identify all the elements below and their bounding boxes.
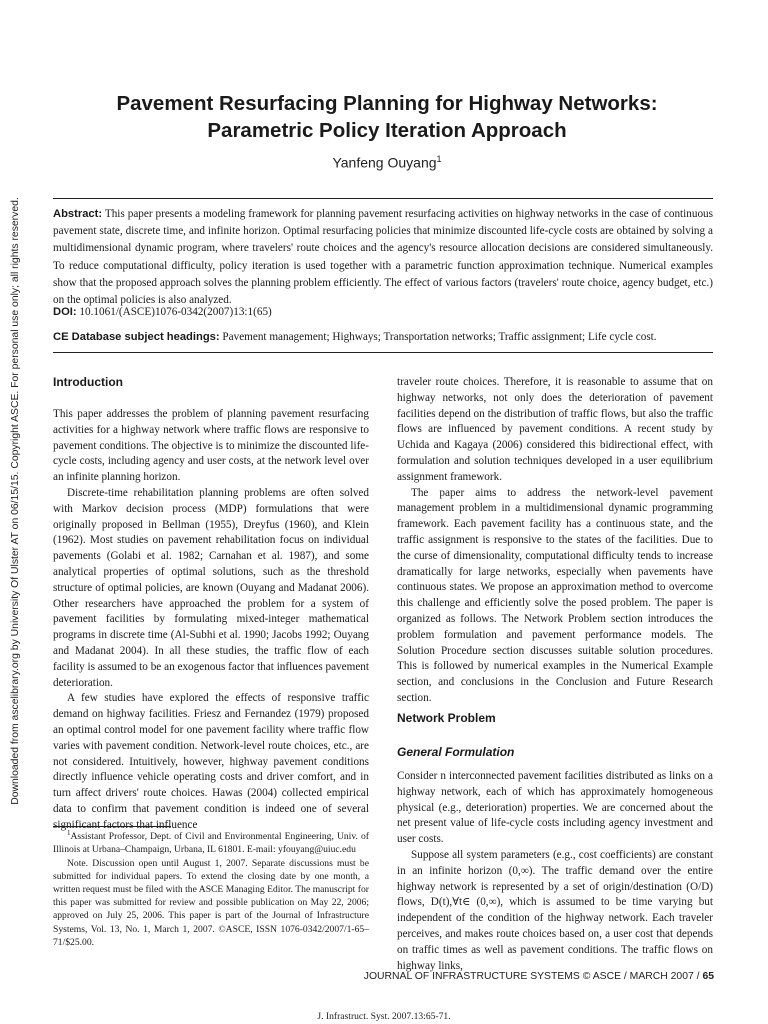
intro-paragraph-4: traveler route choices. Therefore, it is reasonable to assume that on highway networks, not only does the deterioration of pavement facilities depend on the distribution of traffic flows, but also the traffic flows are influenced by pavement conditions. A recent study by Uchida and Kagaya (2006) considered this bidirectional effect, with formulation and solution techniques developed in a user equilibrium assignment framework. (397, 376, 713, 483)
author (60, 154, 714, 171)
general-formulation-heading: General Formulation (397, 745, 515, 759)
footnote-affiliation-text: Assistant Professor, Dept. of Civil and Environmental Engineering, Univ. of Illinois at Urbana–Champaign, Urbana, IL 61801. E-mail: yfouyang@uiuc.edu (53, 831, 369, 856)
title-line-1: Pavement Resurfacing Planning for Highway Networks: (116, 92, 658, 115)
subject-headings-value: Pavement management; Highways; Transportation networks; Traffic assignment; Life cycle cost. (222, 331, 657, 343)
citation-line: J. Infrastruct. Syst. 2007.13:65-71. (317, 1011, 451, 1022)
title-line-2: Parametric Policy Iteration Approach (207, 119, 567, 142)
abstract (53, 206, 713, 309)
abstract-text: This paper presents a modeling framework for planning pavement resurfacing activities on highway networks in the case of continuous pavement state, discrete time, and infinite horizon. Optimal resurfacing policies that minimize discounted life-cycle costs are obtained by solving a multidimensional dynamic program, where travelers' route choices and the agency's resource allocation decisions are considered simultaneously. To reduce computational difficulty, policy iteration is used together with a parametric function approximation technique. Numerical examples show that the proposed approach solves the planning problem efficiently. The effect of various factors (travelers' route choice, agency budget, etc.) on the optimal policies is also analyzed. (53, 208, 713, 307)
right-column-formulation (397, 769, 713, 974)
footnote-affiliation (53, 827, 369, 857)
footnotes (53, 827, 369, 949)
doi-label: DOI: (53, 306, 77, 318)
intro-paragraph-5: The paper aims to address the network-level pavement management problem in a multidimensional dynamic programming framework. Each pavement facility has a continuous state, and the traffic assignment is responsive to the states of the facilities. Due to the curse of dimensionality, computational difficulty tends to increase dramatically for large networks, especially when pavements have continuous states. We propose an approximation method to overcome this challenge and efficiently solve the posed problem. The paper is organized as follows. The Network Problem section introduces the problem formulation and pavement performance models. The Solution Procedure section discusses suitable solution procedures. This is followed by numerical examples in the Numerical Example section, and conclusions in the Conclusion and Future Research section. (397, 486, 713, 704)
left-column (53, 407, 369, 834)
page-number: 65 (702, 971, 714, 982)
intro-paragraph-1: This paper addresses the problem of planning pavement resurfacing activities for a highway network where traffic flows are responsive to pavement conditions. The objective is to minimize the discounted life-cycle costs, including agency and user costs, at the network level over an infinite planning horizon. (53, 408, 369, 484)
subject-headings-label: CE Database subject headings: (53, 331, 220, 343)
running-footer (364, 971, 714, 982)
subject-headings (53, 331, 713, 343)
doi (53, 306, 713, 318)
formulation-paragraph-1: Consider n interconnected pavement facilities distributed as links on a highway network, each of which has approximately homogeneous physical (e.g., deterioration) properties. We are concerned about the net present value of life-cycle costs including agency investment and user costs. (397, 770, 713, 846)
footnote-note: Note. Discussion open until August 1, 2007. Separate discussions must be submitted for individual papers. To extend the closing date by one month, a written request must be filed with the ASCE Managing Editor. The manuscript for this paper was submitted for review and possible publication on May 22, 2006; approved on July 25, 2006. This paper is part of the Journal of Infrastructure Systems, Vol. 13, No. 1, March 1, 2007. ©ASCE, ISSN 1076-0342/2007/1-65–71/$25.00. (53, 857, 369, 948)
formulation-paragraph-2: Suppose all system parameters (e.g., cost coefficients) are constant in an infinite horizon (0,∞). The traffic demand over the entire highway network is represented by a set of origin/destination (O/D) flows, D(t),∀t∈ (0,∞), which is assumed to be time varying but independent of the condition of the highway network. Each traveler perceives, and makes route choices based on, a user cost that depends on traffic times as well as pavement conditions. The traffic flows on highway links, (397, 848, 713, 972)
abstract-bottom-rule (53, 352, 713, 353)
doi-value: 10.1061/(ASCE)1076-0342(2007)13:1(65) (79, 306, 272, 318)
network-problem-heading: Network Problem (397, 711, 496, 725)
intro-paragraph-3: A few studies have explored the effects of responsive traffic demand on highway facilities. Friesz and Fernandez (1979) proposed an optimal control model for one pavement facility where traffic flow varies with pavement condition. Network-level route choices, etc., are not considered. Intuitively, however, highway pavement conditions directly influence vehicle operating costs and driver comfort, and in turn affect drivers' route choices. Hawas (2004) collected empirical data to confirm that pavement condition is indeed one of several significant factors that influence (53, 692, 369, 831)
abstract-label: Abstract: (53, 208, 103, 220)
introduction-heading: Introduction (53, 375, 123, 389)
author-footnote-marker: 1 (436, 154, 442, 164)
right-column-intro (397, 375, 713, 707)
footnote-marker: 1 (67, 829, 71, 837)
intro-paragraph-2: Discrete-time rehabilitation planning problems are often solved with Markov decision process (MDP) formulations that were originally proposed in Bellman (1955), Dreyfus (1960), and Klein (1962). Most studies on pavement rehabilitation focus on individual pavements (Golabi et al. 1982; Carnahan et al. 1987), and some analytical properties of optimal solutions, such as the threshold structure of optimal policies, are known (Ouyang and Madanat 2006). Other researchers have approached the problem for a system of pavement facilities by formulating mixed-integer mathematical programs in discrete time (Al-Subhi et al. 1990; Jacobs 1992; Ouyang and Madanat 2004). In all these studies, the traffic flow of each facility is assumed to be an exogenous factor that influences pavement deterioration. (53, 486, 369, 689)
author-name: Yanfeng Ouyang (332, 154, 437, 171)
running-footer-text: JOURNAL OF INFRASTRUCTURE SYSTEMS © ASCE / MARCH 2007 / (363, 971, 700, 982)
paper-title (60, 90, 714, 144)
abstract-top-rule (53, 198, 713, 199)
download-watermark: Downloaded from ascelibrary.org by University Of Ulster AT on 06/15/15. Copyright ASCE. For personal use only; all rights reserved. (10, 197, 21, 805)
